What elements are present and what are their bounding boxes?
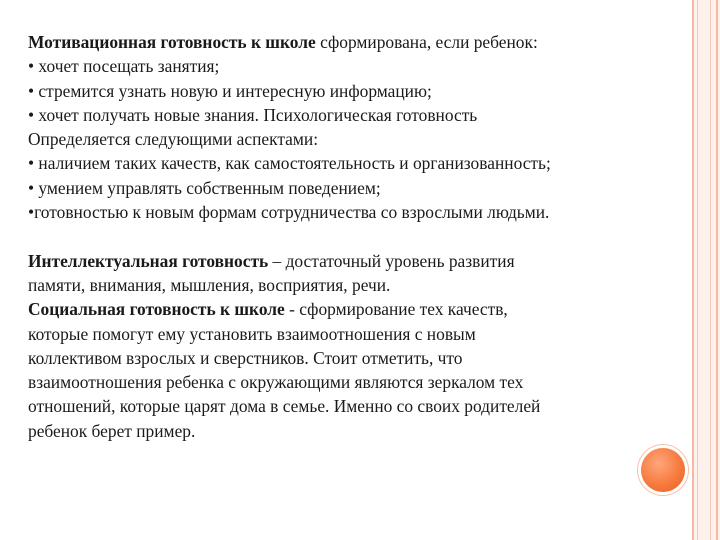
social-text-line: которые помогут ему установить взаимоотношения с новым [28,323,476,344]
social-text-line: взаимоотношения ребенка с окружающими являются зеркалом тех [28,372,524,393]
decorative-stripe-line [692,0,694,540]
motivation-bullet: • хочет посещать занятия; [28,56,220,77]
decorative-stripe-line [710,0,711,540]
paragraph-spacer [28,224,668,248]
motivation-heading: Мотивационная готовность к школе [28,32,316,52]
motivation-intro: сформирована, если ребенок: [315,32,538,52]
intellectual-text-line: памяти, внимания, мышления, восприятия, речи. [28,274,391,295]
orange-circle-decoration [641,448,685,492]
motivation-bullet: • хочет получать новые знания. Психологическая готовность [28,104,478,125]
social-text-line: отношений, которые царят дома в семье. Именно со своих родителей [28,396,541,417]
psych-aspects-line: Определяется следующими аспектами: [28,129,319,150]
slide-text-body [28,30,668,443]
psych-bullet: • наличием таких качеств, как самостоятельность и организованность; [28,153,551,174]
psych-bullet: • умением управлять собственным поведением; [28,177,381,198]
social-text-line: ребенок берет пример. [28,420,196,441]
decorative-stripe-line [716,0,718,540]
intellectual-line [28,249,668,273]
motivation-bullet: • стремится узнать новую и интересную информацию; [28,80,432,101]
social-text: - сформирование тех качеств, [284,299,508,320]
social-heading: Социальная готовность к школе [28,299,285,320]
intellectual-text: – достаточный уровень развития [268,250,515,271]
social-text-line: коллективом взрослых и сверстников. Стоит отметить, что [28,347,463,368]
social-line [28,297,668,321]
decorative-stripe-line [697,0,698,540]
motivation-intro-line [28,30,668,54]
psych-bullet: •готовностью к новым формам сотрудничества со взрослыми людьми. [28,202,550,223]
intellectual-heading: Интеллектуальная готовность [28,250,269,271]
